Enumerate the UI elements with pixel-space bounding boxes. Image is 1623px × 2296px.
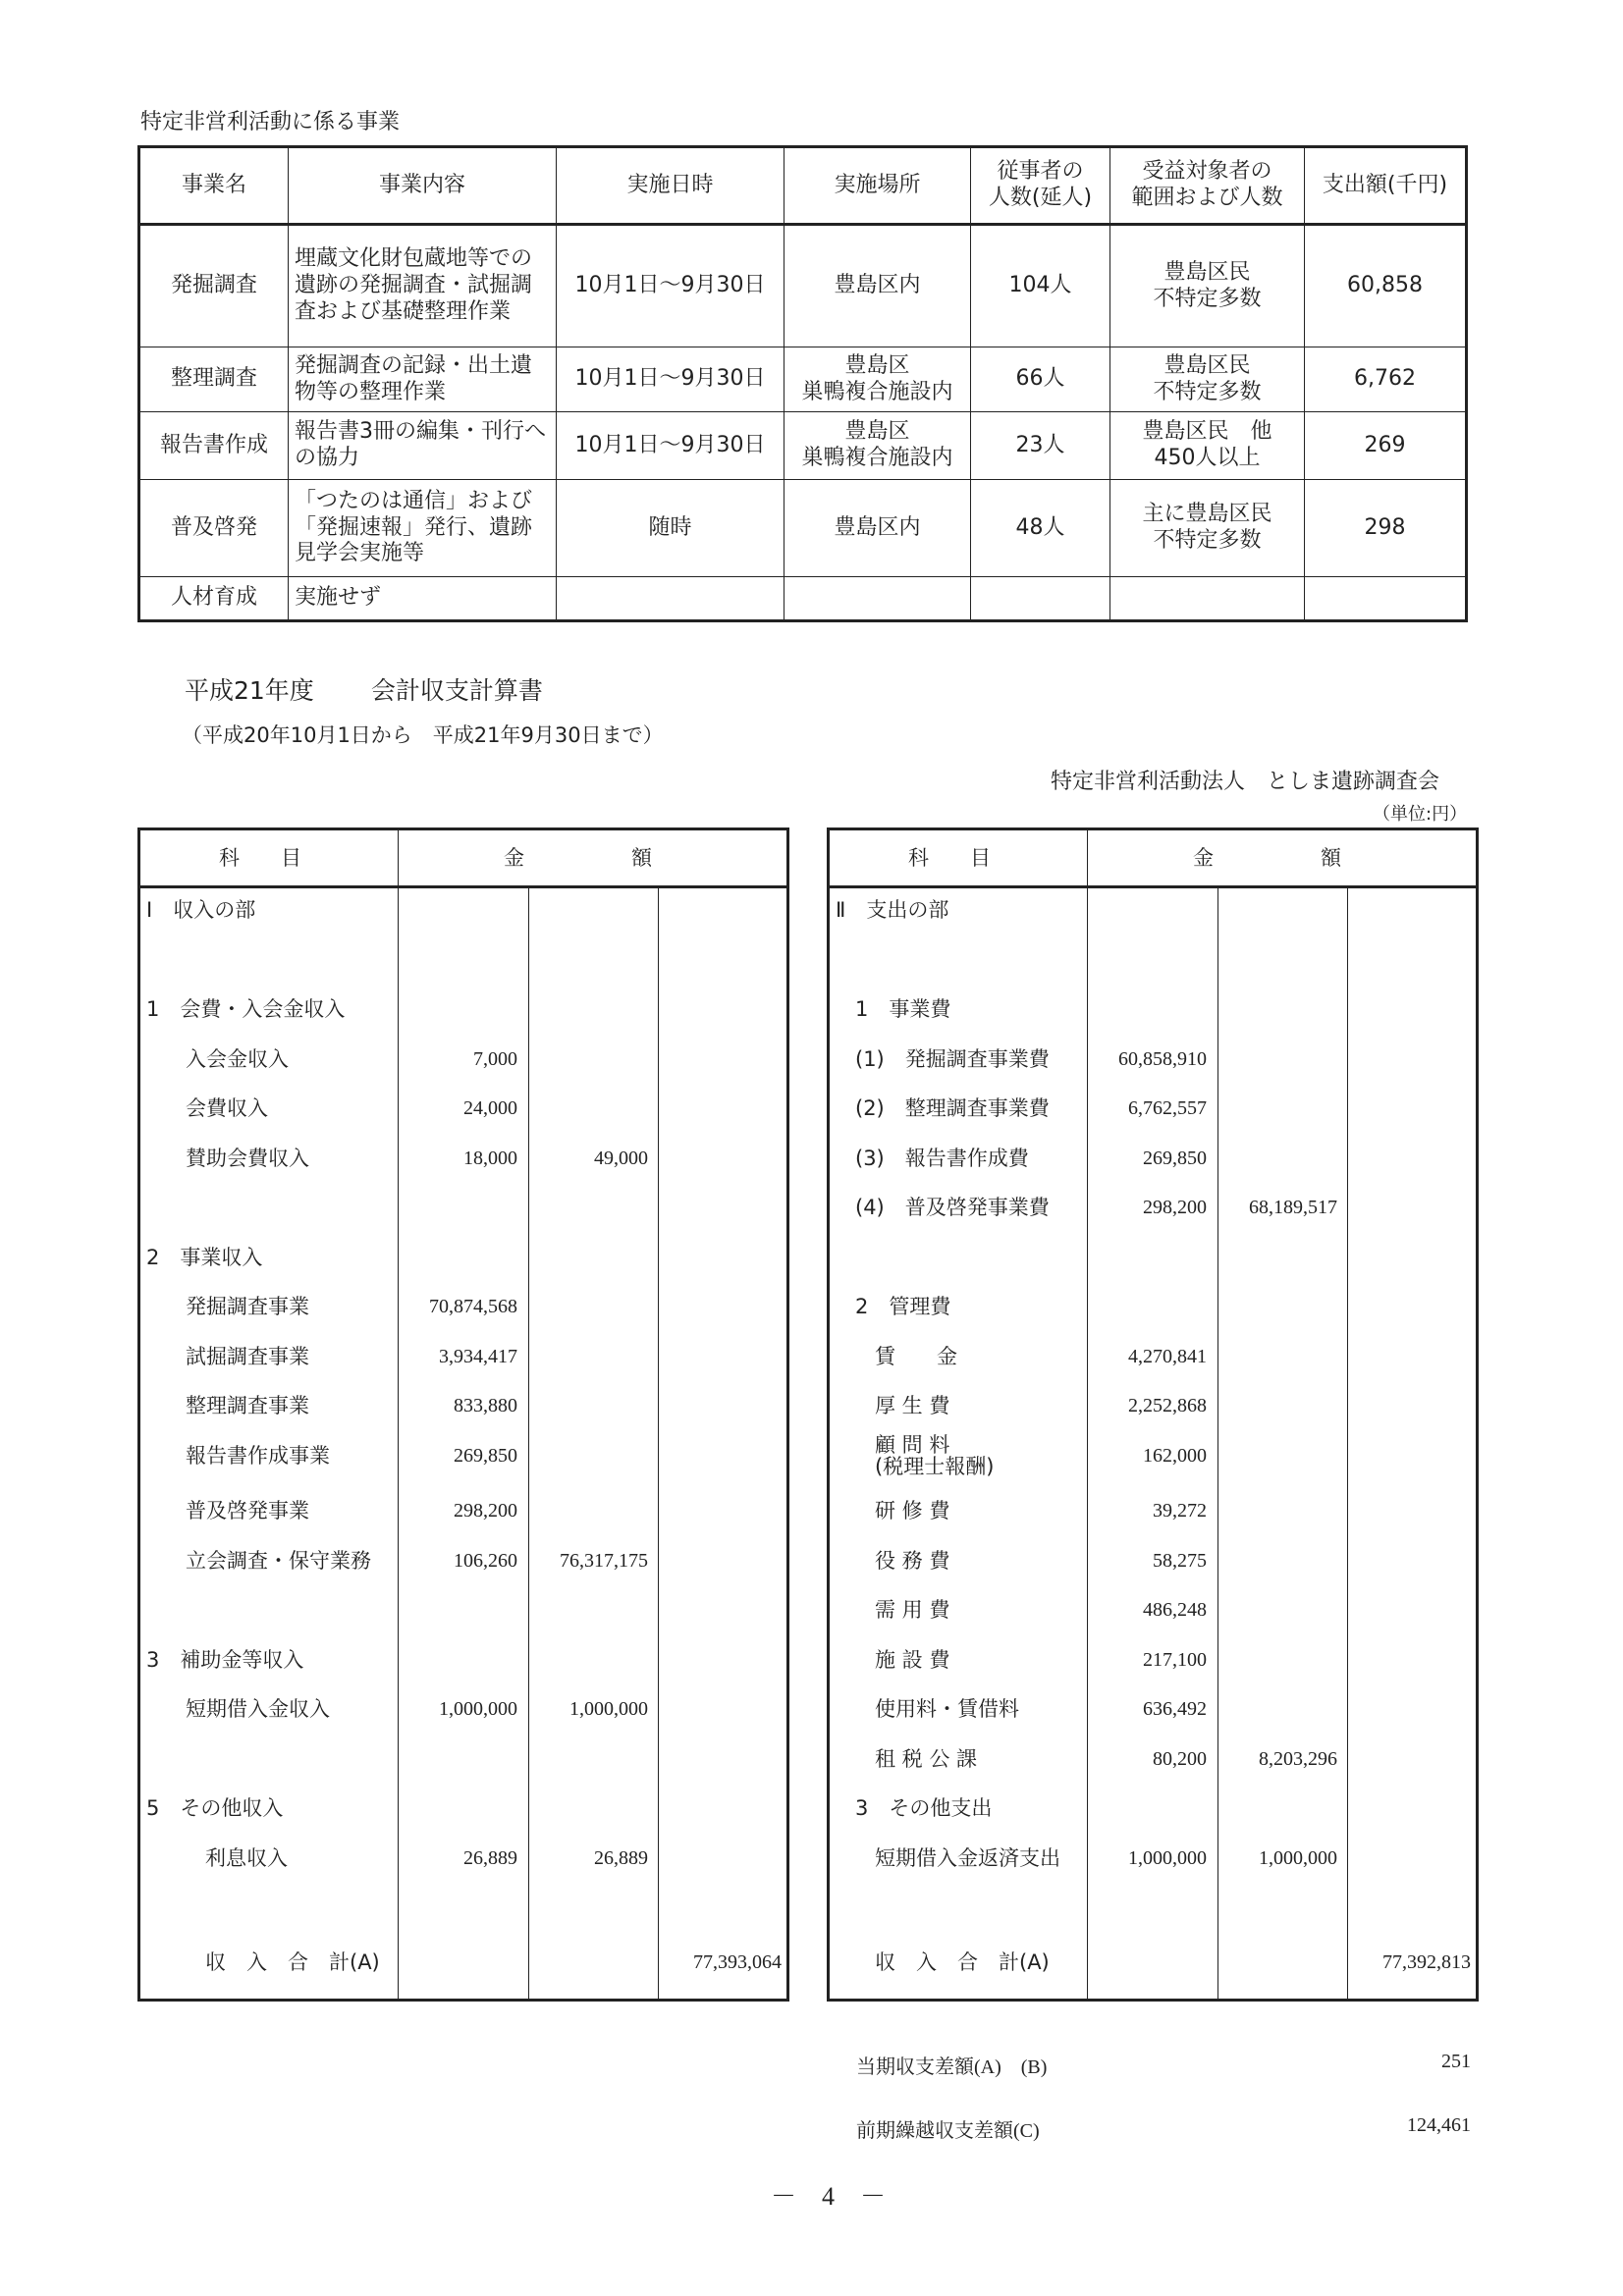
ledger-label: 収 入 合 計(A) xyxy=(205,1950,380,1974)
ledger-label: 入会金収入 xyxy=(186,1046,289,1071)
ledger-row xyxy=(830,1339,1476,1374)
table-cell: 269 xyxy=(1305,412,1467,480)
table-cell: 普及啓発 xyxy=(139,480,289,577)
ledger-label: 普及啓発事業 xyxy=(186,1499,309,1523)
ledger-row xyxy=(140,1041,786,1077)
ledger-label: 3 その他支出 xyxy=(855,1796,993,1821)
total-row xyxy=(830,1945,1476,1980)
header-cell: 従事者の 人数(延人) xyxy=(971,147,1110,225)
ledger-label: 整理調査事業 xyxy=(186,1394,309,1417)
table-cell: 豊島区民 不特定多数 xyxy=(1110,347,1305,412)
table-cell: 主に豊島区民 不特定多数 xyxy=(1110,480,1305,577)
ledger-amount: 68,189,517 xyxy=(1249,1197,1337,1218)
table-cell xyxy=(784,577,971,621)
ledger-row xyxy=(140,1790,786,1826)
ledger-amount: 162,000 xyxy=(1143,1444,1207,1467)
header-divider-mask xyxy=(1216,830,1221,885)
ledger-amount: 298,200 xyxy=(454,1500,517,1522)
page-number: － 4 － xyxy=(771,2182,887,2211)
ledger-header-label: 科 目 xyxy=(908,846,991,870)
table-header-row xyxy=(139,147,1467,225)
table-row xyxy=(139,480,1467,577)
ledger-label: 立会調査・保守業務 xyxy=(186,1548,371,1573)
ledger-row xyxy=(140,1240,786,1275)
ledger-row xyxy=(140,942,786,978)
header-cell: 受益対象者の 範囲および人数 xyxy=(1110,147,1305,225)
ledger-label: 租 税 公 課 xyxy=(875,1746,978,1771)
ledger-row xyxy=(830,1543,1476,1578)
ledger-header-label: 金 xyxy=(504,846,524,870)
ledger-row xyxy=(830,1741,1476,1777)
ledger-label: (3) 報告書作成費 xyxy=(855,1146,1029,1170)
header-cell: 事業名 xyxy=(139,147,289,225)
activity-table xyxy=(137,145,1468,622)
ledger-row xyxy=(140,1890,786,1925)
total-row xyxy=(140,1945,786,1980)
carry-label: 前期繰越収支差額(C) xyxy=(856,2120,1040,2142)
organization-name: 特定非営利活動法人 としま遺跡調査会 xyxy=(1051,770,1440,794)
ledger-label: 報告書作成事業 xyxy=(186,1443,330,1468)
table-cell: 実施せず xyxy=(289,577,557,621)
ledger-label: 2 管理費 xyxy=(855,1295,951,1318)
unit-label: （単位:円） xyxy=(1373,804,1468,825)
ledger-amount: 26,889 xyxy=(594,1846,648,1869)
ledger-row xyxy=(830,1691,1476,1727)
header-cell: 事業内容 xyxy=(289,147,557,225)
header-cell: 実施場所 xyxy=(784,147,971,225)
table-cell: 報告書3冊の編集・刊行への協力 xyxy=(289,412,557,480)
table-cell: 豊島区内 xyxy=(784,225,971,347)
carry-value: 124,461 xyxy=(1407,2114,1471,2136)
ledger-row xyxy=(140,1841,786,1876)
ledger-label: 2 事業収入 xyxy=(146,1245,263,1269)
table-cell: 104人 xyxy=(971,225,1110,347)
ledger-label: 1 事業費 xyxy=(855,997,951,1021)
balance-value: 251 xyxy=(1441,2051,1471,2072)
ledger-label: 短期借入金返済支出 xyxy=(875,1845,1060,1870)
ledger-label: 顧 問 料 (税理士報酬) xyxy=(875,1432,995,1478)
table-cell: 埋蔵文化財包蔵地等での遺跡の発掘調査・試掘調査および基礎整理作業 xyxy=(289,225,557,347)
ledger-header xyxy=(140,830,786,888)
ledger-amount: 2,252,868 xyxy=(1128,1395,1207,1416)
ledger-row xyxy=(140,991,786,1027)
ledger-label: 厚 生 費 xyxy=(875,1394,950,1417)
ledger-amount: 1,000,000 xyxy=(1259,1846,1337,1869)
header-cell: 支出額(千円) xyxy=(1305,147,1467,225)
table-cell xyxy=(971,577,1110,621)
ledger-row xyxy=(140,1741,786,1777)
ledger-header-label: 額 xyxy=(631,846,652,870)
ledger-label: 利息収入 xyxy=(205,1845,288,1870)
ledger-row xyxy=(830,942,1476,978)
income-ledger xyxy=(137,828,789,2002)
ledger-row xyxy=(140,1543,786,1578)
ledger-row xyxy=(830,991,1476,1027)
ledger-row xyxy=(140,1691,786,1727)
ledger-amount: 58,275 xyxy=(1153,1549,1207,1572)
table-cell: 豊島区 巣鴨複合施設内 xyxy=(784,347,971,412)
table-cell: 発掘調査の記録・出土遺物等の整理作業 xyxy=(289,347,557,412)
ledger-row xyxy=(830,1388,1476,1423)
ledger-amount: 80,200 xyxy=(1153,1747,1207,1770)
ledger-row xyxy=(830,1289,1476,1324)
table-cell: 報告書作成 xyxy=(139,412,289,480)
header-divider-mask xyxy=(526,830,532,885)
ledger-row xyxy=(140,1388,786,1423)
ledger-row xyxy=(830,1141,1476,1176)
ledger-amount: 7,000 xyxy=(473,1047,517,1070)
ledger-row xyxy=(830,892,1476,928)
ledger-amount: 269,850 xyxy=(1143,1147,1207,1169)
ledger-label: (4) 普及啓発事業費 xyxy=(855,1196,1050,1219)
ledger-amount: 77,393,064 xyxy=(693,1951,782,1973)
table-cell: 60,858 xyxy=(1305,225,1467,347)
ledger-label: (1) 発掘調査事業費 xyxy=(855,1046,1050,1071)
ledger-amount: 636,492 xyxy=(1143,1698,1207,1721)
ledger-row xyxy=(830,1841,1476,1876)
ledger-row xyxy=(140,1190,786,1225)
table-cell: 発掘調査 xyxy=(139,225,289,347)
ledger-label: 短期借入金収入 xyxy=(186,1697,330,1722)
ledger-amount: 49,000 xyxy=(594,1147,648,1169)
ledger-amount: 24,000 xyxy=(463,1097,517,1119)
budget-title xyxy=(185,671,600,707)
ledger-row xyxy=(830,1190,1476,1225)
ledger-amount: 833,880 xyxy=(454,1395,517,1416)
ledger-row xyxy=(140,1642,786,1678)
ledger-label: 施 設 費 xyxy=(875,1647,950,1672)
table-cell: 10月1日～9月30日 xyxy=(557,412,784,480)
ledger-amount: 18,000 xyxy=(463,1147,517,1169)
ledger-amount: 26,889 xyxy=(463,1846,517,1869)
ledger-label: (2) 整理調査事業費 xyxy=(855,1096,1050,1120)
ledger-label: Ⅰ 収入の部 xyxy=(146,898,256,922)
ledger-amount: 8,203,296 xyxy=(1259,1747,1337,1770)
header-cell: 実施日時 xyxy=(557,147,784,225)
ledger-header xyxy=(830,830,1476,888)
ledger-amount: 76,317,175 xyxy=(560,1549,648,1572)
ledger-amount: 1,000,000 xyxy=(569,1698,648,1721)
ledger-row xyxy=(140,892,786,928)
ledger-header-label: 科 目 xyxy=(219,846,301,870)
ledger-amount: 217,100 xyxy=(1143,1648,1207,1671)
ledger-amount: 106,260 xyxy=(454,1549,517,1572)
table-cell xyxy=(1110,577,1305,621)
ledger-amount: 77,392,813 xyxy=(1382,1951,1471,1973)
ledger-row xyxy=(830,1642,1476,1678)
table-cell: 298 xyxy=(1305,480,1467,577)
ledger-row xyxy=(830,1890,1476,1925)
ledger-amount: 298,200 xyxy=(1143,1197,1207,1218)
budget-name: 会計収支計算書 xyxy=(370,676,543,705)
ledger-label: 5 その他収入 xyxy=(146,1796,284,1821)
ledger-label: 試掘調査事業 xyxy=(186,1344,309,1368)
ledger-row xyxy=(830,1592,1476,1628)
section-title: 特定非営利活動に係る事業 xyxy=(140,110,401,134)
ledger-row xyxy=(140,1141,786,1176)
ledger-label: Ⅱ 支出の部 xyxy=(836,898,949,922)
ledger-amount: 486,248 xyxy=(1143,1599,1207,1622)
table-cell: 豊島区内 xyxy=(784,480,971,577)
ledger-header-label: 金 xyxy=(1193,846,1214,870)
balance-label: 当期収支差額(A) (B) xyxy=(856,2056,1048,2078)
table-cell xyxy=(1305,577,1467,621)
ledger-row xyxy=(140,1289,786,1324)
table-cell: 23人 xyxy=(971,412,1110,480)
table-cell: 48人 xyxy=(971,480,1110,577)
ledger-amount: 39,272 xyxy=(1153,1500,1207,1522)
ledger-label: 役 務 費 xyxy=(875,1548,950,1573)
ledger-row xyxy=(140,1592,786,1628)
table-cell: 人材育成 xyxy=(139,577,289,621)
ledger-amount: 4,270,841 xyxy=(1128,1345,1207,1367)
ledger-row xyxy=(830,1790,1476,1826)
table-cell: 10月1日～9月30日 xyxy=(557,347,784,412)
ledger-amount: 269,850 xyxy=(454,1444,517,1467)
ledger-row xyxy=(830,1091,1476,1126)
table-row xyxy=(139,347,1467,412)
table-row xyxy=(139,225,1467,347)
ledger-row xyxy=(830,1041,1476,1077)
table-cell: 豊島区民 不特定多数 xyxy=(1110,225,1305,347)
ledger-label: 収 入 合 計(A) xyxy=(875,1950,1050,1974)
ledger-row xyxy=(830,1240,1476,1275)
ledger-amount: 3,934,417 xyxy=(439,1345,517,1367)
ledger-label: 会費収入 xyxy=(186,1096,268,1120)
ledger-amount: 6,762,557 xyxy=(1128,1097,1207,1119)
table-cell: 66人 xyxy=(971,347,1110,412)
ledger-row xyxy=(140,1438,786,1473)
ledger-row xyxy=(830,1432,1476,1478)
ledger-label: 使用料・賃借料 xyxy=(875,1697,1019,1722)
ledger-label: 研 修 費 xyxy=(875,1499,950,1523)
table-cell: 豊島区 巣鴨複合施設内 xyxy=(784,412,971,480)
table-cell: 随時 xyxy=(557,480,784,577)
ledger-row xyxy=(140,1339,786,1374)
ledger-label: 3 補助金等収入 xyxy=(146,1647,304,1672)
ledger-amount: 1,000,000 xyxy=(1128,1846,1207,1869)
table-cell: 豊島区民 他 450人以上 xyxy=(1110,412,1305,480)
header-divider-mask xyxy=(1345,830,1351,885)
ledger-amount: 1,000,000 xyxy=(439,1698,517,1721)
budget-year: 平成21年度 xyxy=(185,676,314,705)
ledger-row xyxy=(140,1493,786,1528)
expense-ledger xyxy=(827,828,1479,2002)
ledger-label: 需 用 費 xyxy=(875,1598,950,1623)
ledger-label: 発掘調査事業 xyxy=(186,1295,309,1318)
table-cell xyxy=(557,577,784,621)
table-row xyxy=(139,412,1467,480)
table-row xyxy=(139,577,1467,621)
ledger-header-label: 額 xyxy=(1321,846,1341,870)
ledger-label: 賃 金 xyxy=(875,1344,957,1368)
ledger-label: 賛助会費収入 xyxy=(186,1146,309,1170)
table-cell: 整理調査 xyxy=(139,347,289,412)
budget-period: （平成20年10月1日から 平成21年9月30日まで） xyxy=(182,723,664,747)
table-cell: 10月1日～9月30日 xyxy=(557,225,784,347)
ledger-row xyxy=(140,1091,786,1126)
ledger-amount: 70,874,568 xyxy=(429,1296,517,1317)
header-divider-mask xyxy=(656,830,662,885)
table-cell: 「つたのは通信」および「発掘速報」発行、遺跡見学会実施等 xyxy=(289,480,557,577)
ledger-row xyxy=(830,1493,1476,1528)
ledger-label: 1 会費・入会金収入 xyxy=(146,997,346,1021)
ledger-amount: 60,858,910 xyxy=(1118,1047,1207,1070)
table-cell: 6,762 xyxy=(1305,347,1467,412)
